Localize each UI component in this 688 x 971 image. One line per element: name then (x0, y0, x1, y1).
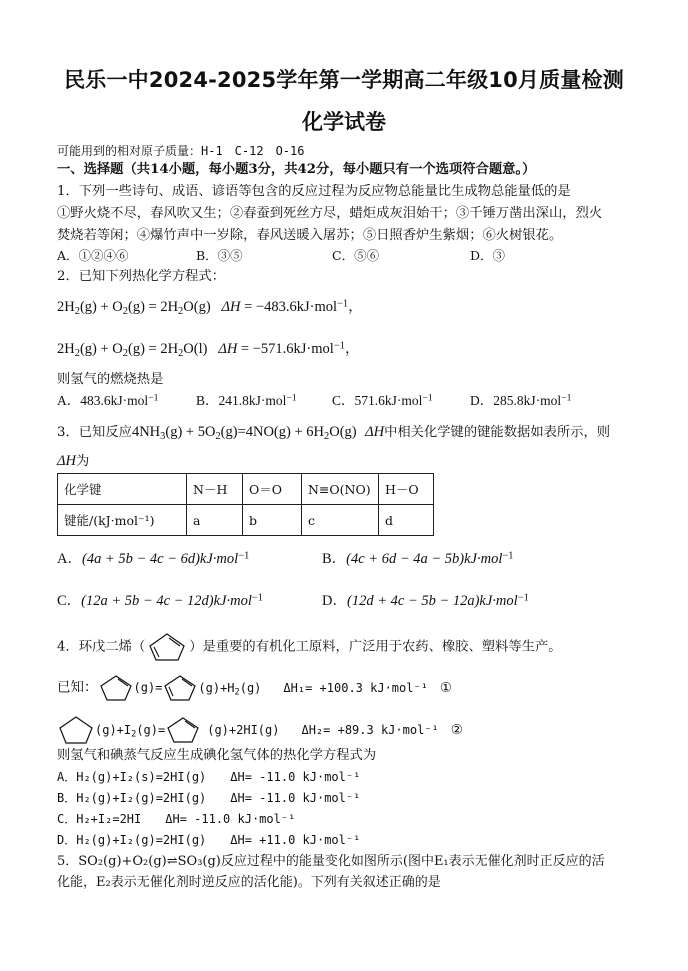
section-heading: 一、选择题（共14小题，每小题3分，共42分，每小题只有一个选项符合题意。） (57, 162, 536, 177)
q4-option-d: D．H₂(g)+I₂(g)=2HI(g) ΔH= +11.0 kJ·mol⁻¹ (57, 833, 361, 847)
q2-option-c: C．571.6kJ·mol$^{-1}$ (332, 392, 433, 408)
table-cell: a (187, 505, 243, 536)
cyclopentene-structure (98, 674, 134, 702)
q1-option-b: B．③⑤ (196, 248, 243, 263)
table-header-cell: O＝O (243, 474, 302, 505)
cyclopentane-structure (57, 715, 95, 745)
table-header-cell: N－H (187, 474, 243, 505)
table-cell: b (243, 505, 302, 536)
q4-stem: 4．环戊二烯（ ）是重要的有机化工原料，广泛用于农药、橡胶、塑料等生产。 (57, 632, 562, 662)
q2-stem: 2．已知下列热化学方程式： (57, 269, 226, 284)
q1-body-line2: 焚烧若等闲；④爆竹声中一岁除，春风送暖入屠苏；⑤日照香炉生紫烟；⑥火树银花。 (57, 228, 563, 243)
q4-option-c: C．H₂+I₂=2HI ΔH= -11.0 kJ·mol⁻¹ (57, 812, 296, 826)
q2-option-b: B．241.8kJ·mol$^{-1}$ (196, 392, 297, 408)
bond-energy-table (57, 473, 434, 536)
table-cell: 键能/(kJ·mol⁻¹) (58, 505, 187, 536)
cyclopentadiene-structure (162, 674, 198, 702)
q5-stem-line2: 化能，E₂表示无催化剂时逆反应的活化能)。下列有关叙述正确的是 (57, 875, 441, 890)
table-cell: c (302, 505, 379, 536)
q2-ask: 则氢气的燃烧热是 (57, 372, 164, 387)
table-header-cell: 化学键 (58, 474, 187, 505)
q3-option-c: C．(12a + 5b − 4c − 12d)kJ·mol$^{-1}$ (57, 592, 263, 609)
table-cell: d (379, 505, 434, 536)
q2-equation-1: $2H_2(g) + O_2(g) = 2H_2O(g) \Delta H = -483.6kJ\cdot mol^{-1}$， (57, 298, 363, 318)
q3-stem-line2: ΔH为 (57, 453, 90, 469)
q4-known-line: 已知： $(g)= (g)+H_2(g)$ ΔH₁= +100.3 kJ·mol⁻¹ ① (57, 674, 452, 702)
q4-dh2: ΔH₂= +89.3 kJ·mol⁻¹ (301, 722, 439, 737)
q4-option-a: A．H₂(g)+I₂(s)=2HI(g) ΔH= -11.0 kJ·mol⁻¹ (57, 770, 361, 784)
q5-stem-line1: 5．SO₂(g)+O₂(g)⇌SO₃(g)反应过程中的能量变化如图所示(图中E₁表示无催化剂时正反应的活 (57, 854, 605, 869)
q1-body-line1: ①野火烧不尽，春风吹又生；②春蚕到死丝方尽，蜡炬成灰泪始干；③千锤万凿出深山，烈火 (57, 206, 603, 221)
cyclopentene-structure (165, 716, 201, 744)
q3-option-a: A．(4a + 5b − 4c − 6d)kJ·mol$^{-1}$ (57, 550, 250, 567)
q1-option-a: A．①②④⑥ (57, 248, 129, 263)
q1-option-c: C．⑤⑥ (332, 248, 380, 263)
atomic-masses: 可能用到的相对原子质量：H-1 C-12 O-16 (57, 144, 305, 158)
q2-option-a: A．483.6kJ·mol$^{-1}$ (57, 392, 159, 408)
q2-eq1-dh: −483.6kJ·mol (255, 299, 338, 315)
exam-subtitle: 化学试卷 (302, 110, 386, 134)
q1-stem: 1．下列一些诗句、成语、谚语等包含的反应过程为反应物总能量比生成物总能量低的是 (57, 184, 571, 199)
q2-equation-2: $2H_2(g) + O_2(g) = 2H_2O(l) \Delta H = -571.6kJ\cdot mol^{-1}$， (57, 340, 360, 360)
q3-option-d: D．(12d + 4c − 5b − 12a)kJ·mol$^{-1}$ (322, 592, 529, 609)
q4-option-b: B．H₂(g)+I₂(g)=2HI(g) ΔH= -11.0 kJ·mol⁻¹ (57, 791, 361, 805)
table-row (58, 474, 434, 505)
table-header-cell: N≡O(NO) (302, 474, 379, 505)
q2-eq2-dh: −571.6kJ·mol (252, 341, 334, 357)
q4-ask: 则氢气和碘蒸气反应生成碘化氢气体的热化学方程式为 (57, 748, 377, 763)
table-row (58, 505, 434, 536)
table-header-cell: H－O (379, 474, 434, 505)
q3-stem: 3．已知反应$4NH_3(g) + 5O_2(g)=4NO(g) + 6H_2O(g)$ ΔH中相关化学键的键能数据如表所示，则 (57, 424, 611, 443)
q3-option-b: B．(4c + 6d − 4a − 5b)kJ·mol$^{-1}$ (322, 550, 514, 567)
q4-dh1: ΔH₁= +100.3 kJ·mol⁻¹ (283, 680, 428, 695)
q2-option-d: D．285.8kJ·mol$^{-1}$ (470, 392, 572, 408)
cyclopentadiene-structure (145, 632, 189, 662)
q1-option-d: D．③ (470, 248, 506, 263)
exam-title: 民乐一中2024-2025学年第一学期高二年级10月质量检测 (64, 68, 624, 92)
q4-equation-2: $(g)+I_2(g)= (g)+2HI(g)$ ΔH₂= +89.3 kJ·mol⁻¹ ② (57, 715, 463, 745)
